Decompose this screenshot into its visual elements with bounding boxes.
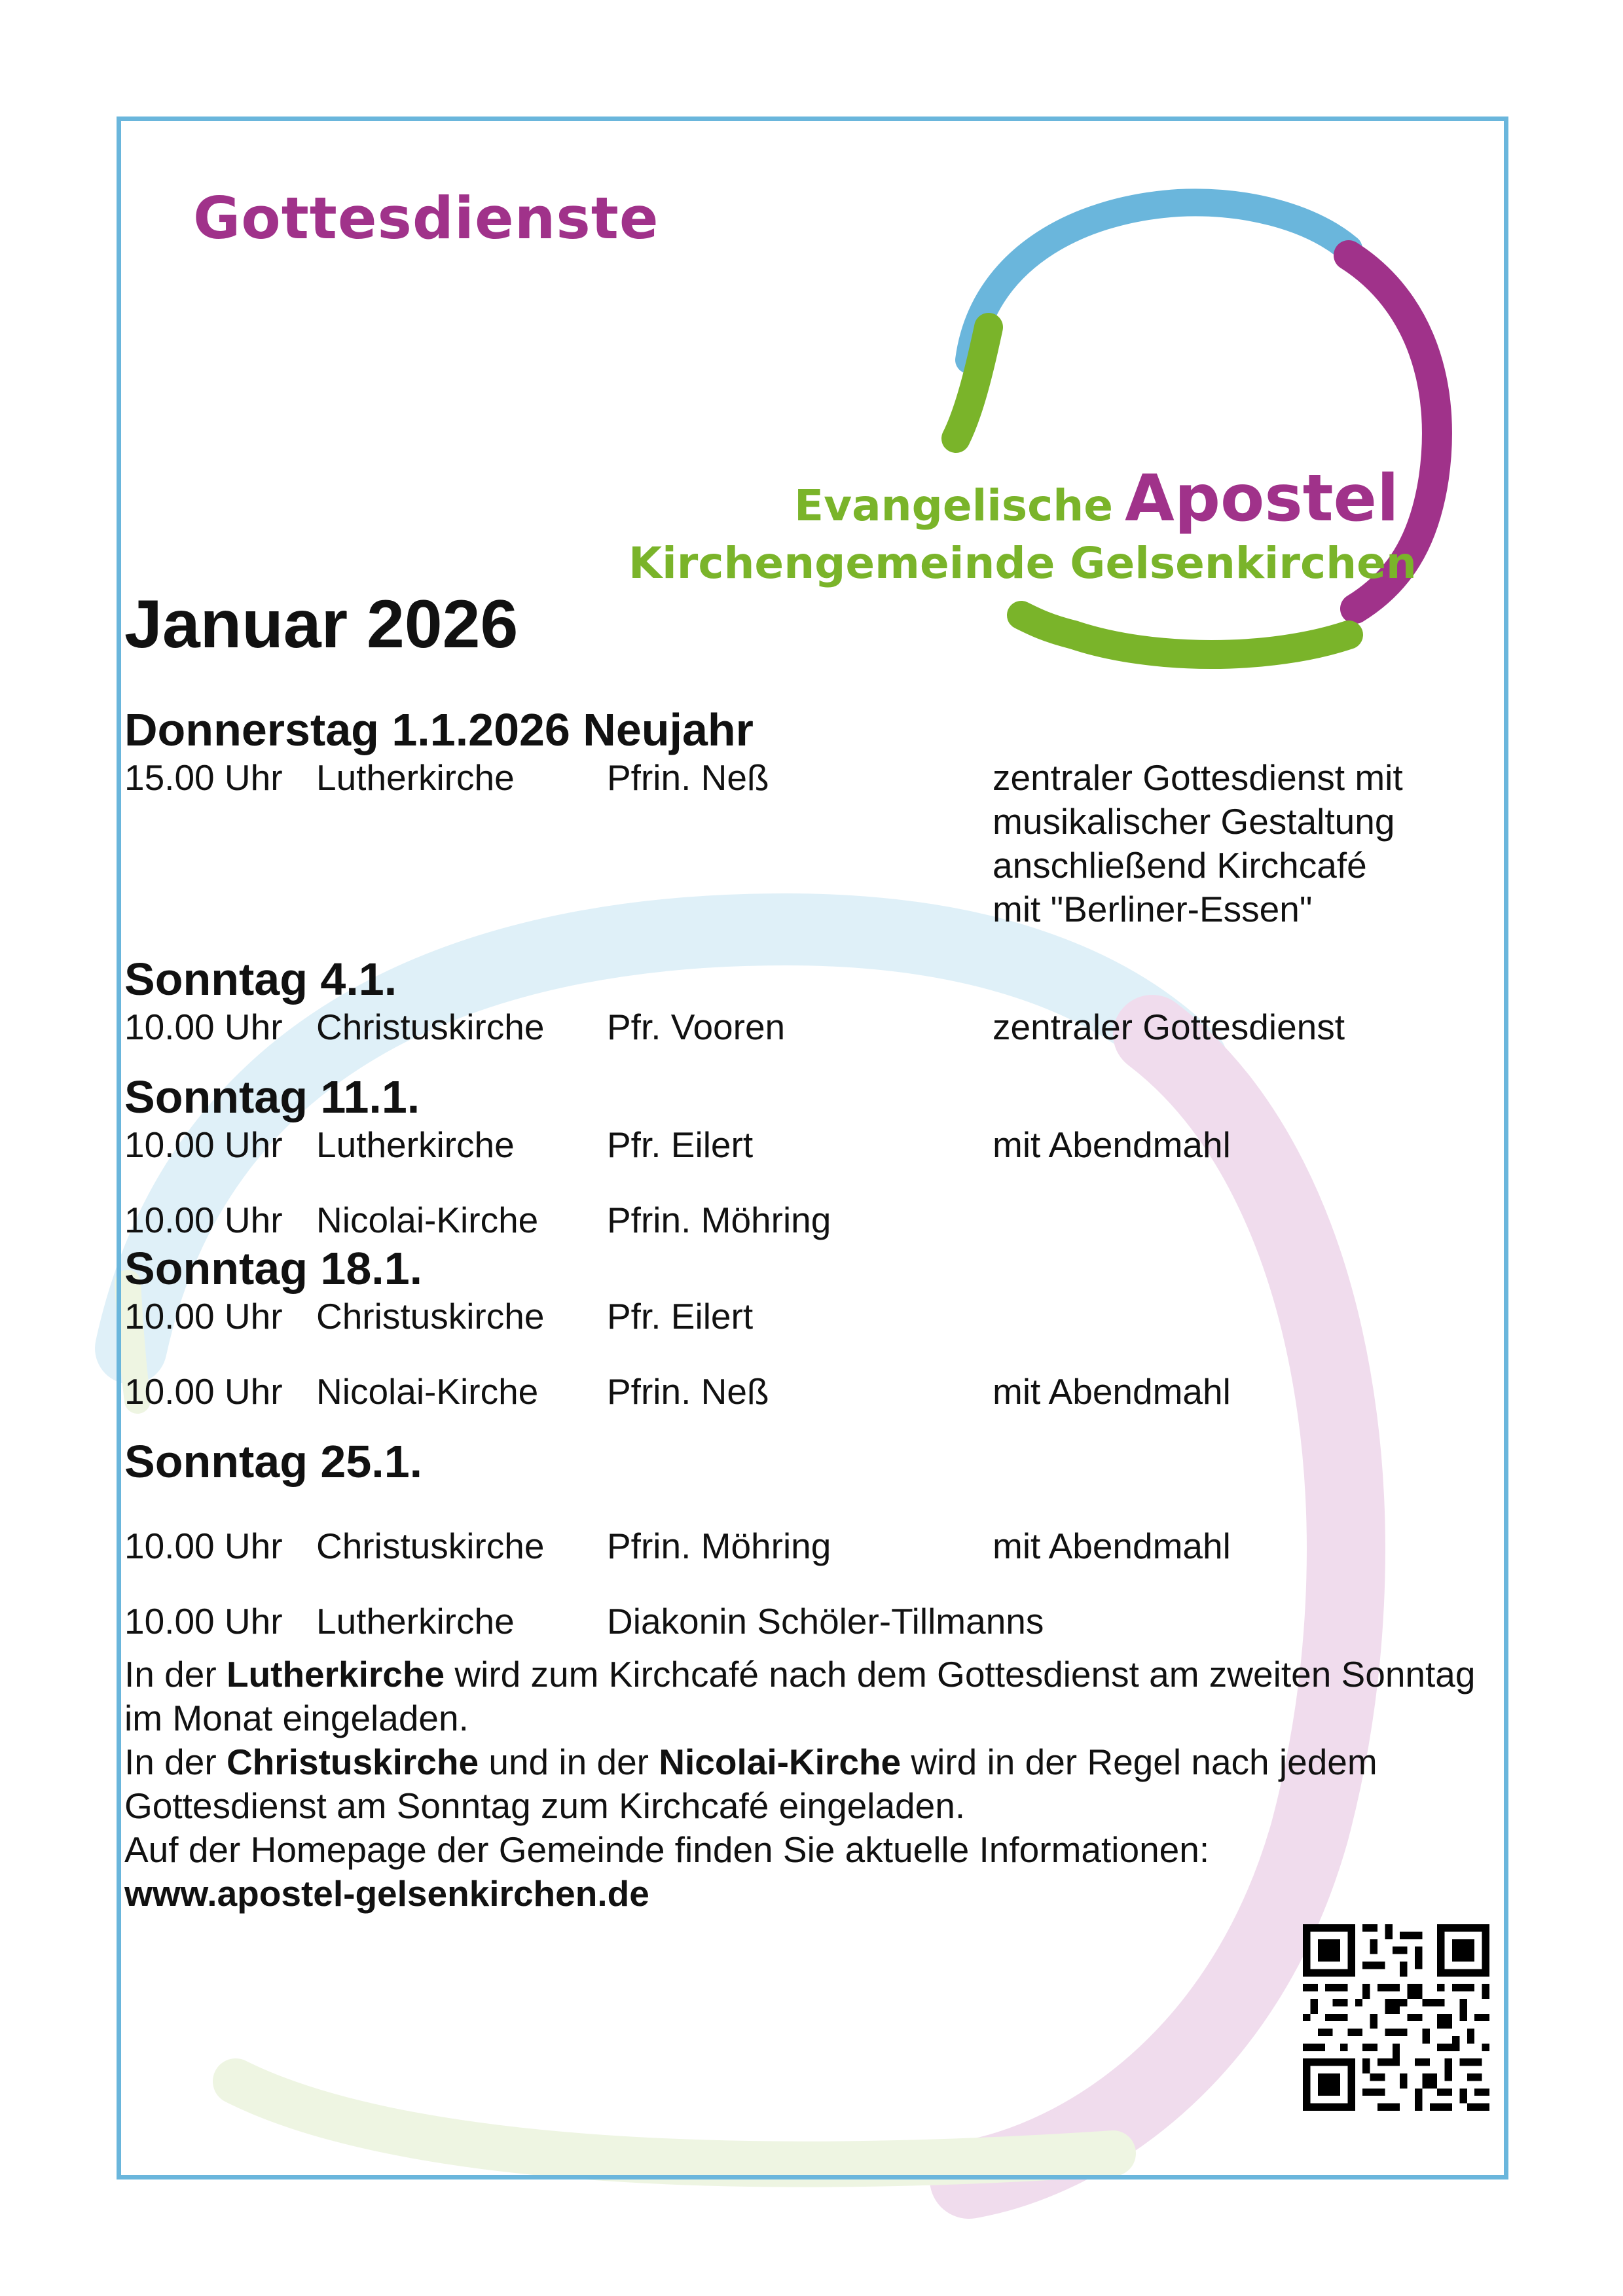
- note-bold: Lutherkirche: [226, 1654, 445, 1695]
- service-time: 10.00 Uhr: [124, 1124, 283, 1165]
- service-pastor: Pfrin. Neß: [607, 1371, 769, 1412]
- service-time: 15.00 Uhr: [124, 757, 283, 798]
- service-church: Christuskirche: [316, 1007, 545, 1047]
- note-bold: Christuskirche: [226, 1742, 479, 1782]
- service-row: [124, 1005, 1493, 1049]
- service-pastor: Pfrin. Möhring: [607, 1200, 831, 1240]
- note-text: wird in der Regel nach jedem Gottesdienst am Sonntag zum Kirchcafé eingeladen.: [124, 1742, 1377, 1826]
- page-title: Gottesdienste: [193, 185, 659, 252]
- note-text: In der: [124, 1654, 227, 1695]
- logo-word-evangelische: Evangelische: [794, 480, 1114, 531]
- note-text: In der: [124, 1742, 227, 1782]
- service-church: Lutherkirche: [316, 757, 515, 798]
- service-note: mit Abendmahl: [993, 1371, 1231, 1412]
- month-heading: Januar 2026: [124, 586, 519, 662]
- service-note-line: musikalischer Gestaltung: [993, 801, 1395, 842]
- schedule: [124, 704, 1493, 1643]
- homepage-link[interactable]: [124, 1872, 1493, 1916]
- service-note: [993, 756, 1477, 931]
- logo-text-line2: Kirchengemeinde Gelsenkirchen: [629, 538, 1417, 588]
- service-church: Lutherkirche: [316, 1601, 515, 1641]
- day-heading: Sonntag 18.1.: [124, 1243, 423, 1294]
- service-church: Christuskirche: [316, 1526, 545, 1566]
- service-note: mit Abendmahl: [993, 1124, 1231, 1165]
- day-heading: Sonntag 11.1.: [124, 1071, 420, 1122]
- service-pastor: Pfrin. Neß: [607, 757, 769, 798]
- homepage-url[interactable]: www.apostel-gelsenkirchen.de: [124, 1873, 649, 1914]
- note-paragraph: Auf der Homepage der Gemeinde finden Sie aktuelle Informationen:: [124, 1829, 1210, 1870]
- note-bold: Nicolai-Kirche: [659, 1742, 902, 1782]
- service-note: zentraler Gottesdienst: [993, 1007, 1345, 1047]
- service-row: [124, 1123, 1493, 1167]
- service-row: [124, 1524, 1493, 1568]
- service-pastor: Pfr. Vooren: [607, 1007, 786, 1047]
- service-note-line: mit "Berliner-Essen": [993, 889, 1313, 929]
- service-pastor: Pfrin. Möhring: [607, 1526, 831, 1566]
- service-note: mit Abendmahl: [993, 1526, 1231, 1566]
- service-row: [124, 756, 1493, 931]
- day-heading: Sonntag 4.1.: [124, 954, 397, 1005]
- service-pastor: Pfr. Eilert: [607, 1296, 754, 1336]
- service-row: [124, 1600, 1493, 1643]
- service-church: Nicolai-Kirche: [316, 1200, 539, 1240]
- service-note-line: zentraler Gottesdienst mit: [993, 757, 1403, 798]
- service-row: [124, 1370, 1493, 1414]
- service-time: 10.00 Uhr: [124, 1601, 283, 1641]
- service-note-line: anschließend Kirchcafé: [993, 845, 1367, 886]
- service-row: [124, 1198, 1493, 1242]
- service-church: Lutherkirche: [316, 1124, 515, 1165]
- service-pastor: Diakonin Schöler-Tillmanns: [607, 1601, 1044, 1641]
- service-row: [124, 1295, 1493, 1338]
- qr-code-icon[interactable]: [1303, 1924, 1489, 2111]
- note-paragraph: [124, 1653, 1493, 1740]
- note-text: und in der: [479, 1742, 659, 1782]
- service-time: 10.00 Uhr: [124, 1371, 283, 1412]
- service-pastor: Pfr. Eilert: [607, 1124, 754, 1165]
- info-notes: [124, 1653, 1493, 1916]
- logo-text-line1: [794, 461, 1399, 536]
- service-church: Christuskirche: [316, 1296, 545, 1336]
- service-time: 10.00 Uhr: [124, 1296, 283, 1336]
- service-time: 10.00 Uhr: [124, 1200, 283, 1240]
- service-time: 10.00 Uhr: [124, 1526, 283, 1566]
- day-heading: Donnerstag 1.1.2026 Neujahr: [124, 704, 754, 755]
- note-text: wird zum Kirchcafé nach dem Gottesdienst am zweiten Sonntag im Monat eingeladen.: [124, 1654, 1476, 1738]
- service-time: 10.00 Uhr: [124, 1007, 283, 1047]
- logo-word-apostel: Apostel: [1125, 461, 1399, 536]
- day-heading: Sonntag 25.1.: [124, 1436, 423, 1487]
- swirl-circle-logo: [615, 177, 1480, 694]
- note-paragraph: [124, 1740, 1493, 1828]
- service-church: Nicolai-Kirche: [316, 1371, 539, 1412]
